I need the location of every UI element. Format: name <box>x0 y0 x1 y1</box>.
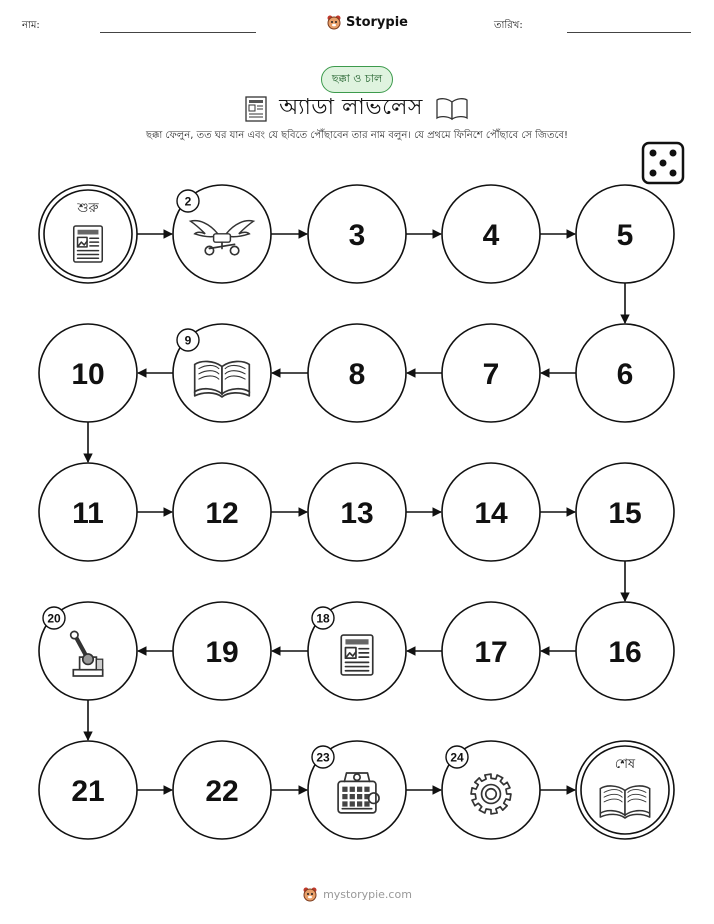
board-cell-4[interactable] <box>442 185 540 283</box>
cell-number: 2 <box>184 194 192 209</box>
board-cell-23[interactable] <box>308 741 406 839</box>
cell-number: 13 <box>340 497 374 530</box>
board-cell-2[interactable] <box>173 185 271 283</box>
board-cell-24[interactable] <box>442 741 540 839</box>
board-cell-13[interactable] <box>308 463 406 561</box>
cell-number: 7 <box>482 358 500 391</box>
board-cell-18[interactable] <box>308 602 406 700</box>
board-cell-3[interactable] <box>308 185 406 283</box>
board-cell-17[interactable] <box>442 602 540 700</box>
board-cell-14[interactable] <box>442 463 540 561</box>
board-cell-6[interactable] <box>576 324 674 422</box>
cell-number: 14 <box>474 497 508 530</box>
name-label: নাম: <box>22 20 40 31</box>
board-cell-1[interactable] <box>39 185 137 283</box>
cell-number: 23 <box>316 750 330 765</box>
cell-number: 11 <box>72 497 104 530</box>
cell-number: 9 <box>184 333 192 348</box>
cell-number: 12 <box>205 497 239 530</box>
cell-number: 16 <box>608 636 642 669</box>
page-title: অ্যাডা লাভলেস <box>279 95 423 120</box>
footer-url[interactable]: mystorypie.com <box>323 887 412 901</box>
board-cell-22[interactable] <box>173 741 271 839</box>
cell-number: 6 <box>616 358 634 391</box>
bear-logo-icon <box>302 886 318 902</box>
end-label: শেষ <box>614 756 636 771</box>
cell-number: 3 <box>348 219 366 252</box>
board-cell-19[interactable] <box>173 602 271 700</box>
newspaper-icon <box>341 635 373 675</box>
board-cell-21[interactable] <box>39 741 137 839</box>
board-cell-5[interactable] <box>576 185 674 283</box>
board-cell-7[interactable] <box>442 324 540 422</box>
board-cell-20[interactable] <box>39 602 137 700</box>
game-type-badge: ছক্কা ও চাল <box>321 66 393 93</box>
cell-number: 10 <box>71 358 105 391</box>
cell-number: 15 <box>608 497 642 530</box>
board-cell-25[interactable] <box>576 741 674 839</box>
cell-number: 8 <box>348 358 366 391</box>
newspaper-icon <box>74 226 103 262</box>
cell-number: 22 <box>205 775 239 808</box>
start-label: শুরু <box>77 200 99 215</box>
board-cell-10[interactable] <box>39 324 137 422</box>
board-cell-15[interactable] <box>576 463 674 561</box>
cell-number: 24 <box>450 750 464 765</box>
cell-number: 19 <box>205 636 239 669</box>
brand-name: Storypie <box>346 14 408 30</box>
board-cell-8[interactable] <box>308 324 406 422</box>
board-cell-9[interactable] <box>173 324 271 422</box>
cell-number: 4 <box>482 219 500 252</box>
cell-number: 5 <box>616 219 634 252</box>
cell-number: 21 <box>71 775 105 808</box>
cell-number: 20 <box>47 611 61 626</box>
board-cell-12[interactable] <box>173 463 271 561</box>
cell-number: 18 <box>316 611 330 626</box>
date-label: তারিখ: <box>494 20 523 31</box>
instructions: ছক্কা ফেলুন, তত ঘর যান এবং যে ছবিতে পৌঁছাবেন তার নাম বলুন। যে প্রথমে ফিনিশে পৌঁছাবে সে জিতবে! <box>145 130 569 141</box>
board-cell-11[interactable] <box>39 463 137 561</box>
cell-number: 17 <box>474 636 508 669</box>
footer <box>302 886 412 902</box>
board-cell-16[interactable] <box>576 602 674 700</box>
